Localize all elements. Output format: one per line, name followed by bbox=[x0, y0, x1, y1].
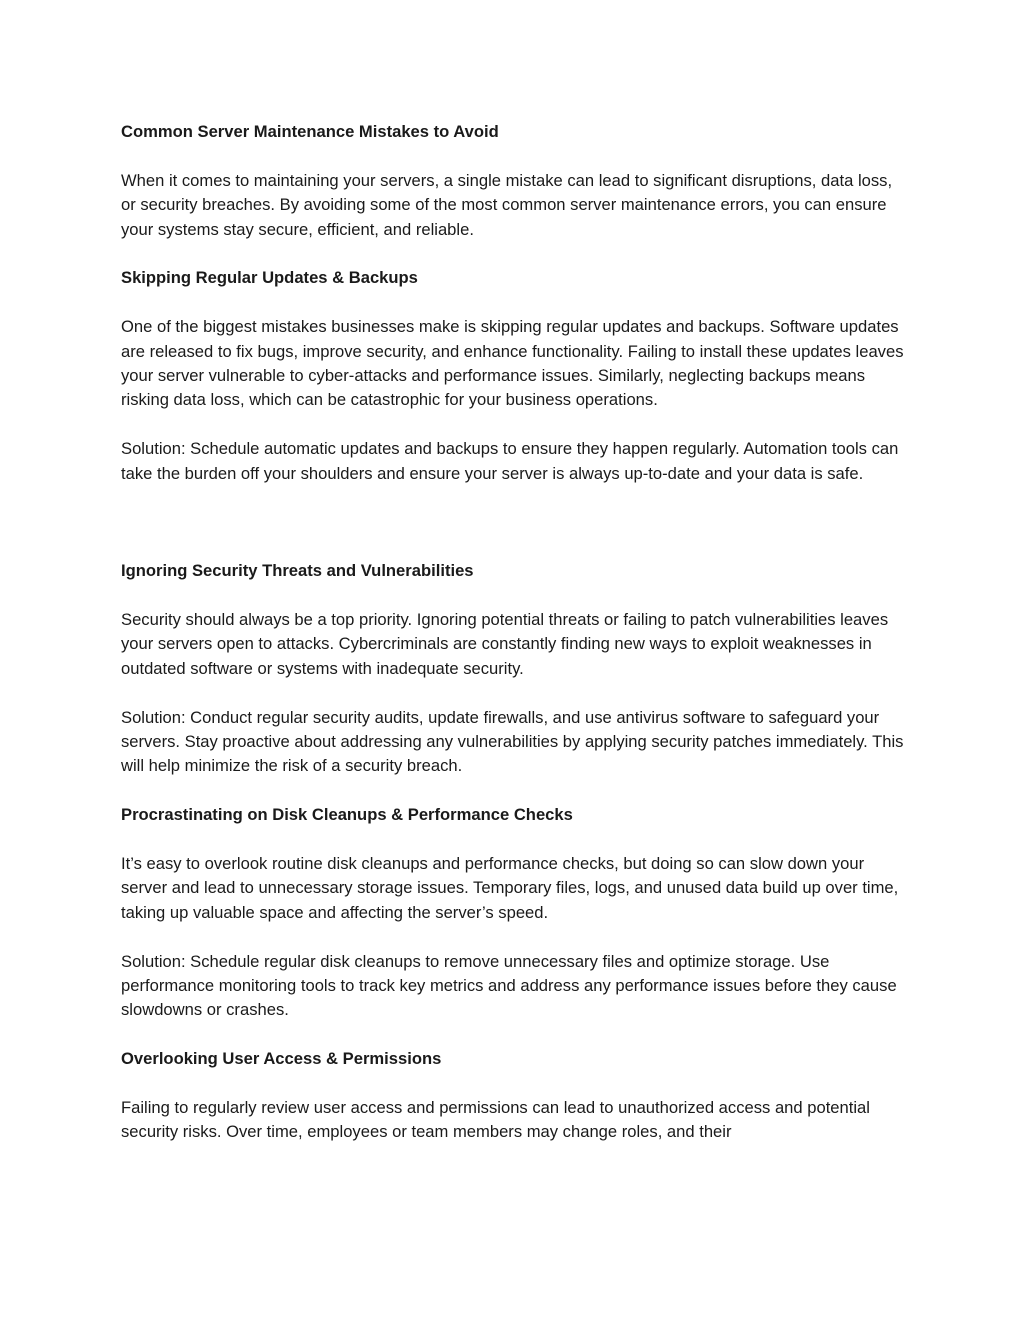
section-heading-disk-cleanups: Procrastinating on Disk Cleanups & Performance Checks bbox=[121, 805, 573, 825]
section-solution-disk-cleanups: Solution: Schedule regular disk cleanups to remove unnecessary files and optimize storage. Use performance monitoring tools to track key metrics and address any performance issues before they cause slowdowns or crashes. bbox=[121, 951, 897, 1020]
section-body-disk-cleanups: It’s easy to overlook routine disk cleanups and performance checks, but doing so can slow down your server and lead to unnecessary storage issues. Temporary files, logs, and unused data build up over time, taking up valuable space and affecting the server’s speed. bbox=[121, 854, 899, 922]
section-body-security-threats: Security should always be a top priority. Ignoring potential threats or failing to patch vulnerabilities leaves your servers open to attacks. Cybercriminals are constantly finding new ways to exploit weaknesses in outdated software or systems with inadequate security. bbox=[121, 610, 889, 678]
intro-paragraph: When it comes to maintaining your servers, a single mistake can lead to significant disruptions, data loss, or security breaches. By avoiding some of the most common server maintenance errors, you can ensure your systems stay secure, efficient, and reliable. bbox=[121, 170, 893, 239]
document-body bbox=[121, 120, 911, 1169]
section-solution-updates-backups: Solution: Schedule automatic updates and backups to ensure they happen regularly. Automation tools can take the burden off your shoulders and ensure your server is always up-to-date and your data is safe. bbox=[121, 439, 899, 483]
document-title: Common Server Maintenance Mistakes to Avoid bbox=[121, 122, 499, 141]
section-body-user-access: Failing to regularly review user access and permissions can lead to unauthorized access and potential security risks. Over time, employees or team members may change roles, and their bbox=[121, 1098, 870, 1142]
section-heading-user-access: Overlooking User Access & Permissions bbox=[121, 1049, 442, 1069]
section-heading-security-threats: Ignoring Security Threats and Vulnerabilities bbox=[121, 561, 474, 581]
blank-lines bbox=[121, 510, 911, 559]
section-body-updates-backups: One of the biggest mistakes businesses make is skipping regular updates and backups. Software updates are released to fix bugs, improve security, and enhance functionality. Failing to install these updates leaves your server vulnerable to cyber-attacks and performance issues. Similarly, neglecting backups means risking data loss, which can be catastrophic for your business operations. bbox=[121, 317, 904, 410]
section-heading-updates-backups: Skipping Regular Updates & Backups bbox=[121, 268, 418, 288]
section-solution-security-threats: Solution: Conduct regular security audits, update firewalls, and use antivirus software to safeguard your servers. Stay proactive about addressing any vulnerabilities by applying security patches immediately. This will help minimize the risk of a security breach. bbox=[121, 707, 904, 776]
